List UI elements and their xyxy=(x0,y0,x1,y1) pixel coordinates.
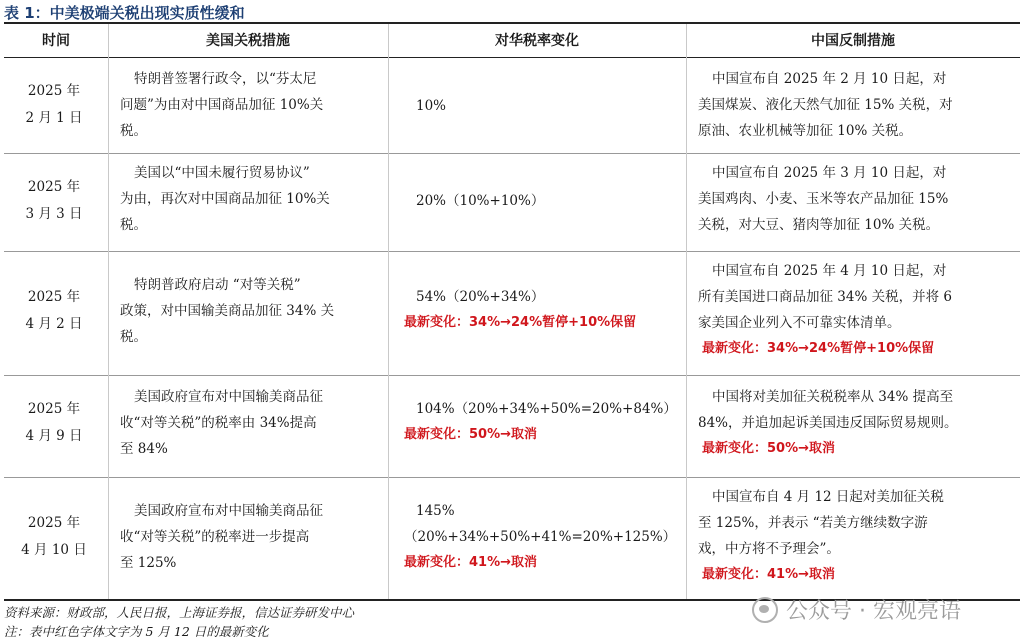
rate-latest-change: 最新变化：41%→取消 xyxy=(404,555,538,570)
row-rate: 145% （20%+34%+50%+41%=20%+125%） 最新变化：41%→取消 xyxy=(404,498,684,576)
row-date: 2025 年 4 月 10 日 xyxy=(21,515,87,558)
table-row xyxy=(4,252,1020,375)
row-rate: 20%（10%+10%） xyxy=(416,193,545,209)
rate-latest-change: 最新变化：34%→24%暂停+10%保留 xyxy=(404,315,637,330)
row-us-measure: 美国政府宣布对中国输美商品征 收“对等关税”的税率进一步提高 至 125% xyxy=(120,503,323,571)
row-cn-measure: 中国宣布自 2025 年 3 月 10 日起，对 美国鸡肉、小麦、玉米等农产品加征 15% 关税，对大豆、猪肉等加征 10% 关税。 xyxy=(698,165,949,233)
cn-latest-change: 最新变化：41%→取消 xyxy=(702,567,836,582)
cn-latest-change: 最新变化：34%→24%暂停+10%保留 xyxy=(702,341,935,356)
source-note: 资料来源：财政部，人民日报，上海证券报，信达证券研发中心 xyxy=(4,605,355,620)
row-date: 2025 年 4 月 9 日 xyxy=(25,401,83,444)
row-rate: 10% xyxy=(416,98,447,114)
row-cn-measure: 中国宣布自 2025 年 2 月 10 日起，对 美国煤炭、液化天然气加征 15% 关税，对 原油、农业机械等加征 10% 关税。 xyxy=(698,71,953,139)
row-date: 2025 年 4 月 2 日 xyxy=(25,289,83,332)
row-cn-measure: 中国宣布自 4 月 12 日起对美加征关税 至 125%，并表示 “若美方继续数字游 戏，中方将不予理会”。 最新变化：41%→取消 xyxy=(698,484,1010,588)
row-cn-measure: 中国将对美加征关税税率从 34% 提高至 84%，并追加起诉美国违反国际贸易规则。 最新变化：50%→取消 xyxy=(698,384,1010,462)
table-row xyxy=(4,154,1020,251)
row-us-measure: 美国政府宣布对中国输美商品征 收“对等关税”的税率由 34%提高 至 84% xyxy=(120,389,323,457)
row-rate: 54%（20%+34%） 最新变化：34%→24%暂停+10%保留 xyxy=(404,284,684,336)
top-rule xyxy=(4,22,1020,24)
header-us-measures: 美国关税措施 xyxy=(206,33,290,49)
row-date: 2025 年 2 月 1 日 xyxy=(25,83,83,126)
row-rate: 104%（20%+34%+50%=20%+84%） 最新变化：50%→取消 xyxy=(404,396,684,448)
table-row xyxy=(4,478,1020,599)
header-cn-countermeasures: 中国反制措施 xyxy=(811,33,895,49)
wechat-icon xyxy=(752,597,778,623)
footnote: 注：表中红色字体文字为 5 月 12 日的最新变化 xyxy=(4,624,269,639)
rate-latest-change: 最新变化：50%→取消 xyxy=(404,427,538,442)
row-cn-measure: 中国宣布自 2025 年 4 月 10 日起，对 所有美国进口商品加征 34% 关税，并将 6 家美国企业列入不可靠实体清单。 最新变化：34%→24%暂停+10%保留 xyxy=(698,258,1010,362)
header-rate-change: 对华税率变化 xyxy=(495,33,579,49)
table-row xyxy=(4,376,1020,477)
row-us-measure: 特朗普政府启动 “对等关税” 政策，对中国输美商品加征 34% 关 税。 xyxy=(120,277,335,345)
row-us-measure: 美国以“中国未履行贸易协议” 为由，再次对中国商品加征 10%关 税。 xyxy=(120,165,330,233)
watermark-text: 公众号 · 宏观亮语 xyxy=(786,599,961,624)
row-us-measure: 特朗普签署行政令，以“芬太尼 问题”为由对中国商品加征 10%关 税。 xyxy=(120,71,324,139)
table-row xyxy=(4,58,1020,153)
table-title: 表 1：中美极端关税出现实质性缓和 xyxy=(4,4,245,22)
watermark xyxy=(752,594,961,625)
row-date: 2025 年 3 月 3 日 xyxy=(25,179,83,222)
cn-latest-change: 最新变化：50%→取消 xyxy=(702,441,836,456)
header-time: 时间 xyxy=(42,33,70,49)
